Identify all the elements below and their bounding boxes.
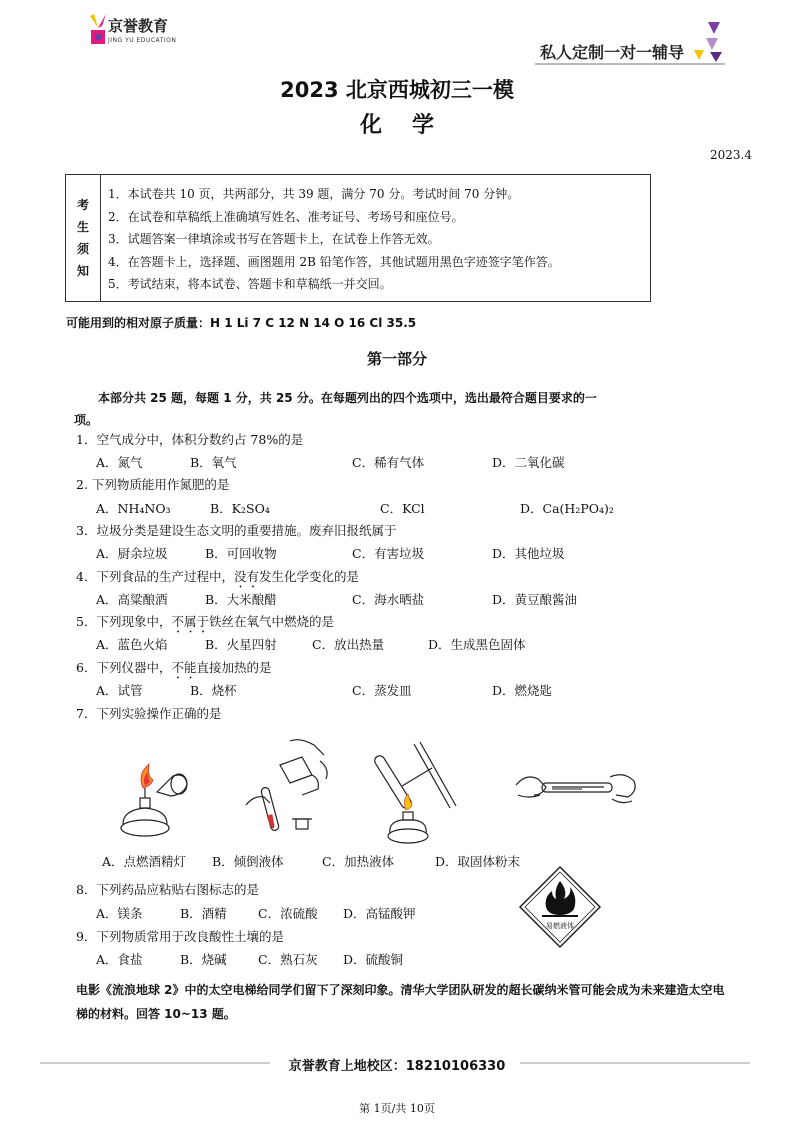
option-a: A．点燃酒精灯: [102, 854, 187, 869]
option-d: D．Ca(H₂PO₄)₂: [520, 501, 614, 516]
option-b: B．倾倒液体: [212, 854, 284, 869]
logo-subtitle: JING YU EDUCATION: [108, 37, 177, 44]
option-a: A．蓝色火焰: [96, 637, 168, 652]
option-d: D．取固体粉末: [435, 854, 521, 869]
option-b: B．K₂SO₄: [210, 501, 270, 516]
stem-text: 铁丝在氧气中燃烧的是: [208, 614, 334, 629]
question-stem: 2. 下列物质能用作氮肥的是: [76, 477, 230, 492]
option-c: C．KCl: [380, 501, 425, 516]
stem-emphasis: 不属于: [171, 614, 209, 629]
subject-title: 化学: [359, 113, 464, 138]
option-b: B．烧杯: [190, 683, 237, 698]
exam-date: 2023.4: [710, 148, 752, 162]
notice-item: 2．在试卷和草稿纸上准确填写姓名、准考证号、考场号和座位号。: [108, 209, 464, 224]
option-d: D．其他垃圾: [492, 546, 565, 561]
notice-item: 4．在答题卡上，选择题、画图题用 2B 铅笔作答，其他试题用黑色字迹签字笔作答。: [108, 254, 560, 269]
logo-mark-icon: [88, 12, 108, 48]
option-b: B．烧碱: [180, 952, 227, 967]
option-d: D．高锰酸钾: [343, 906, 416, 921]
option-d: D．生成黑色固体: [428, 637, 526, 652]
question-stem: 1．空气成分中，体积分数约占 78%的是: [76, 432, 304, 447]
notice-label-char: 生: [76, 220, 89, 234]
option-c: C．加热液体: [322, 854, 395, 869]
notice-label-char: 考: [76, 198, 89, 212]
notice-item: 3．试题答案一律填涂或书写在答题卡上，在试卷上作答无效。: [108, 232, 440, 246]
question-stem: [76, 567, 359, 591]
stem-text: 6．下列仪器中，: [76, 660, 172, 675]
notice-label-char: 须: [76, 242, 89, 256]
option-b: B．氧气: [190, 455, 237, 470]
option-d: D．硫酸铜: [343, 952, 404, 967]
option-b: B．火星四射: [205, 637, 277, 652]
option-a: A．试管: [96, 683, 143, 698]
flammable-liquid-hazard-icon: [518, 865, 602, 949]
slogan: 私人定制一对一辅导: [539, 43, 684, 62]
page-title: 2023 北京西城初三一模: [280, 78, 514, 102]
stem-text: 发生化学变化的是: [258, 569, 359, 584]
option-a: A．食盐: [96, 952, 143, 967]
figure-taking-powder: [512, 765, 642, 815]
brand-logo: [88, 12, 198, 52]
question-stem: [76, 612, 334, 636]
option-a: A．厨余垃圾: [96, 546, 168, 561]
section-intro: 本部分共 25 题，每题 1 分，共 25 分。在每题列出的四个选项中，选出最符合题目要求的一项。: [74, 391, 597, 427]
option-a: A．NH₄NO₃: [96, 501, 171, 516]
figure-lighting-alcohol-lamp: [115, 762, 195, 840]
question-stem: [76, 658, 272, 682]
figure-heating-liquid: [370, 738, 470, 846]
option-c: C．稀有气体: [352, 455, 425, 470]
option-c: C．有害垃圾: [352, 546, 425, 561]
candidate-notice: [65, 174, 651, 302]
atomic-masses: 可能用到的相对原子质量：H 1 Li 7 C 12 N 14 O 16 Cl 35.5: [66, 316, 417, 330]
option-b: B．大米酿醋: [205, 592, 277, 607]
option-a: A．镁条: [96, 906, 143, 921]
page-number: 第 1页/共 10页: [359, 1102, 435, 1115]
stem-text: 5．下列现象中，: [76, 614, 172, 629]
hazard-label: 易燃液体: [546, 922, 574, 930]
header-rule: [535, 63, 725, 65]
notice-item: 1．本试卷共 10 页，共两部分，共 39 题，满分 70 分。考试时间 70 分钟。: [108, 187, 520, 201]
option-c: C．海水晒盐: [352, 592, 425, 607]
logo-text: 京誉教育: [108, 17, 169, 35]
footer-contact: 京誉教育上地校区：18210106330: [288, 1059, 506, 1074]
notice-label: [66, 175, 101, 301]
figure-pouring-liquid: [240, 735, 340, 837]
question-stem: 3．垃圾分类是建设生态文明的重要措施。废弃旧报纸属于: [76, 523, 397, 538]
option-d: D．黄豆酿酱油: [492, 592, 578, 607]
option-b: B．可回收物: [205, 546, 277, 561]
corner-decoration-icon: [688, 20, 724, 64]
stem-text: 直接加热的是: [196, 660, 272, 675]
section-title: 第一部分: [366, 350, 427, 368]
option-d: D．燃烧匙: [492, 683, 553, 698]
stem-text: 4．下列食品的生产过程中，: [76, 569, 234, 584]
question-stem: 7．下列实验操作正确的是: [76, 706, 222, 721]
notice-item: 5．考试结束，将本试卷、答题卡和草稿纸一并交回。: [108, 277, 392, 291]
option-c: C．浓硫酸: [258, 906, 318, 921]
stem-emphasis: 不能: [171, 660, 197, 675]
option-b: B．酒精: [180, 906, 227, 921]
option-a: A．氮气: [96, 455, 143, 470]
option-c: C．蒸发皿: [352, 683, 412, 698]
option-d: D．二氧化碳: [492, 455, 565, 470]
option-c: C．放出热量: [312, 637, 385, 652]
reading-passage: 电影《流浪地球 2》中的太空电梯给同学们留下了深刻印象。清华大学团队研发的超长碳纳米管可能会成为未来建造太空电梯的材料。回答 10~13 题。: [76, 983, 725, 1021]
notice-items: [108, 183, 560, 296]
notice-label-char: 知: [76, 264, 89, 278]
option-c: C．熟石灰: [258, 952, 318, 967]
stem-emphasis: 没有: [233, 569, 259, 584]
question-stem: 8．下列药品应粘贴右图标志的是: [76, 882, 259, 897]
option-a: A．高粱酿酒: [96, 592, 168, 607]
question-stem: 9．下列物质常用于改良酸性土壤的是: [76, 929, 284, 944]
